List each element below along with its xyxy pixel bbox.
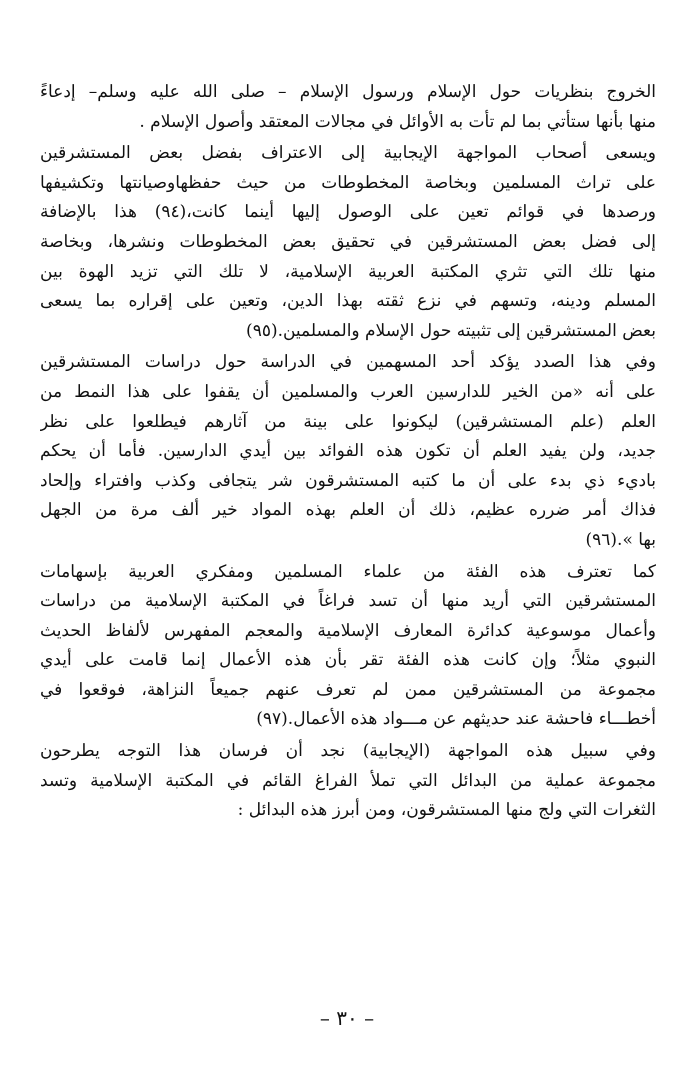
- text-line: ورصدها في قوائم تعين على الوصول إليها أينما كانت،(٩٤) هذا بالإضافة: [40, 202, 656, 223]
- text-line: مجموعة من المستشرقين ممن لم تعرف عنهم جميعاً النزاهة، فوقعوا في: [40, 679, 656, 700]
- page-body: [40, 78, 656, 826]
- text-line: إلى فضل بعض المستشرقين في تحقيق بعض المخطوطات ونشرها، وبخاصة: [40, 231, 656, 252]
- paragraph-positive-stance: [40, 139, 656, 346]
- text-line: العلم (علم المستشرقين) ليكونوا على بينة من آثارهم فيطلعوا على نظر: [40, 411, 656, 432]
- text-line: وأعمال موسوعية كدائرة المعارف الإسلامية والمعجم المفهرس لألفاظ الحديث: [40, 620, 656, 641]
- paragraph-contributions: [40, 558, 656, 736]
- text-line: المسلم ودينه، وتسهم في نزع ثقته بهذا الدين، وتعين على إقراره بما يسعى: [40, 291, 656, 312]
- text-line: كما تعترف هذه الفئة من علماء المسلمين ومفكري العربية بإسهامات: [40, 561, 656, 582]
- text-line: على تراث المسلمين وبخاصة المخطوطات من حيث حفظهاوصيانتها وتكشيفها: [40, 172, 656, 193]
- text-line: منها بأنها ستأتي بما لم تأت به الأوائل في مجالات المعتقد وأصول الإسلام .: [139, 111, 656, 132]
- paragraph-continuation: [40, 78, 656, 137]
- paragraph-alternatives: [40, 737, 656, 826]
- text-line: على أنه «من الخير للدارسين العرب والمسلمين أن يقفوا على هذا النمط من: [40, 381, 656, 402]
- text-line: منها تلك التي تثري المكتبة العربية الإسلامية، لا تلك التي تزيد الهوة بين: [40, 261, 656, 282]
- text-line: بها ».(٩٦): [585, 529, 656, 550]
- paragraph-quotation: [40, 348, 656, 555]
- text-line: وفي هذا الصدد يؤكد أحد المسهمين في الدراسة حول دراسات المستشرقين: [40, 352, 656, 373]
- page-number: – ٣٠ –: [319, 1006, 375, 1030]
- text-line: النبوي مثلاً؛ وإن كانت هذه الفئة تقر بأن هذه الأعمال إنما قامت على أيدي: [40, 650, 656, 671]
- text-line: وفي سبيل هذه المواجهة (الإيجابية) نجد أن فرسان هذا التوجه يطرحون: [40, 741, 656, 762]
- text-line: المستشرقين التي أريد منها أن تسد فراغاً في المكتبة الإسلامية من دراسات: [40, 591, 656, 612]
- text-line: الثغرات التي ولج منها المستشرقون، ومن أبرز هذه البدائل :: [237, 800, 656, 821]
- text-line: أخطـــاء فاحشة عند حديثهم عن مـــواد هذه الأعمال.(٩٧): [256, 709, 656, 730]
- text-line: فذاك أمر ضرره عظيم، ذلك أن العلم بهذه المواد خير ألف مرة من الجهل: [40, 500, 656, 521]
- text-line: جديد، ولن يفيد العلم أن تكون هذه الفوائد بين أيدي الدارسين. فأما أن يحكم: [40, 441, 656, 462]
- text-line: باديء ذي بدء على أن ما كتبه المستشرقون شر يتجافى وكذب وافتراء وإلحاد: [40, 470, 656, 491]
- text-line: ويسعى أصحاب المواجهة الإيجابية إلى الاعتراف بفضل بعض المستشرقين: [40, 143, 656, 164]
- text-line: الخروج بنظريات حول الإسلام ورسول الإسلام – صلى الله عليه وسلم– إدعاءً: [40, 82, 656, 102]
- text-line: بعض المستشرقين إلى تثبيته حول الإسلام والمسلمين.(٩٥): [246, 320, 656, 341]
- text-line: مجموعة عملية من البدائل التي تملأ الفراغ القائم في المكتبة الإسلامية وتسد: [40, 770, 656, 791]
